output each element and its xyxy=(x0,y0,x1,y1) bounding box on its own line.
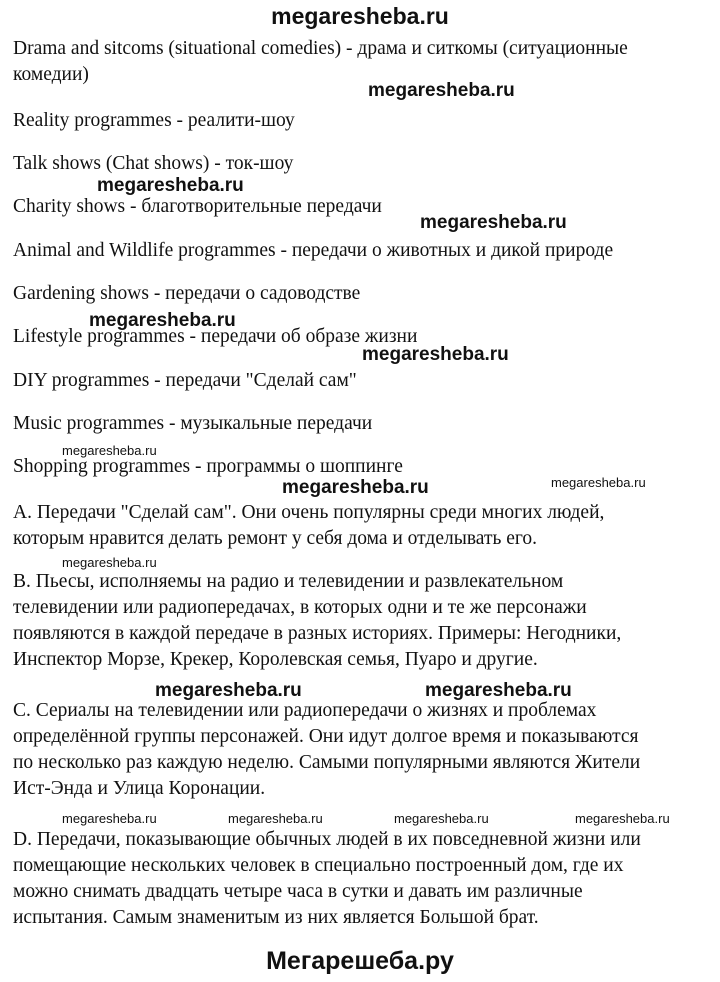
paragraph-line: которым нравится делать ремонт у себя дома и отделывать его. xyxy=(13,528,538,549)
vocab-line: Reality programmes - реалити-шоу xyxy=(13,110,295,131)
vocab-line: DIY programmes - передачи "Сделай сам" xyxy=(13,370,357,391)
answer-paragraph-a xyxy=(13,500,713,552)
paragraph-line: D. Передачи, показывающие обычных людей в их повседневной жизни или xyxy=(13,829,641,850)
vocab-line: Charity shows - благотворительные передачи xyxy=(13,196,382,217)
vocab-line: Gardening shows - передачи о садоводстве xyxy=(13,283,361,304)
vocab-line: Talk shows (Chat shows) - ток-шоу xyxy=(13,153,294,174)
vocab-line: Animal and Wildlife programmes - передачи о животных и дикой природе xyxy=(13,240,614,261)
vocab-line: Shopping programmes - программы о шоппинге xyxy=(13,456,403,477)
watermark: megaresheba.ru xyxy=(362,344,509,365)
paragraph-line: Ист-Энда и Улица Коронации. xyxy=(13,778,266,799)
watermark: megaresheba.ru xyxy=(89,310,236,331)
answer-paragraph-b xyxy=(13,569,713,673)
paragraph-line: A. Передачи "Сделай сам". Они очень популярны среди многих людей, xyxy=(13,502,605,523)
watermark: megaresheba.ru xyxy=(282,477,429,498)
watermark: megaresheba.ru xyxy=(97,175,244,196)
paragraph-line: по несколько раз каждую неделю. Самыми популярными являются Жители xyxy=(13,752,641,773)
vocab-line: комедии) xyxy=(13,64,89,85)
paragraph-line: появляются в каждой передаче в разных историях. Примеры: Негодники, xyxy=(13,623,622,644)
vocab-line: Music programmes - музыкальные передачи xyxy=(13,413,373,434)
paragraph-line: телевидении или радиопередачах, в которых одни и те же персонажи xyxy=(13,597,587,618)
watermark: megaresheba.ru xyxy=(425,680,572,701)
watermark: megaresheba.ru xyxy=(155,680,302,701)
watermark: megaresheba.ru xyxy=(228,811,323,826)
paragraph-line: можно снимать двадцать четыре часа в сутки и давать им различные xyxy=(13,881,583,902)
watermark: megaresheba.ru xyxy=(62,443,157,458)
watermark: megaresheba.ru xyxy=(368,80,515,101)
site-header: megaresheba.ru xyxy=(271,3,449,29)
vocab-line: Drama and sitcoms (situational comedies) - драма и ситкомы (ситуационные xyxy=(13,38,628,59)
answer-paragraph-d xyxy=(13,827,713,931)
watermark: megaresheba.ru xyxy=(420,212,567,233)
watermark: megaresheba.ru xyxy=(62,555,157,570)
answer-paragraph-c xyxy=(13,698,713,802)
site-footer: Мегарешеба.ру xyxy=(266,947,454,975)
vocab-line: Lifestyle programmes - передачи об образе жизни xyxy=(13,326,418,347)
paragraph-line: испытания. Самым знаменитым из них является Большой брат. xyxy=(13,907,539,928)
paragraph-line: B. Пьесы, исполняемы на радио и телевидении и развлекательном xyxy=(13,571,564,592)
paragraph-line: C. Сериалы на телевидении или радиопередачи о жизнях и проблемах xyxy=(13,700,597,721)
watermark: megaresheba.ru xyxy=(575,811,670,826)
watermark: megaresheba.ru xyxy=(62,811,157,826)
paragraph-line: определённой группы персонажей. Они идут долгое время и показываются xyxy=(13,726,639,747)
paragraph-line: Инспектор Морзе, Крекер, Королевская семья, Пуаро и другие. xyxy=(13,649,538,670)
paragraph-line: помещающие нескольких человек в специально построенный дом, где их xyxy=(13,855,624,876)
watermark: megaresheba.ru xyxy=(551,475,646,490)
watermark: megaresheba.ru xyxy=(394,811,489,826)
